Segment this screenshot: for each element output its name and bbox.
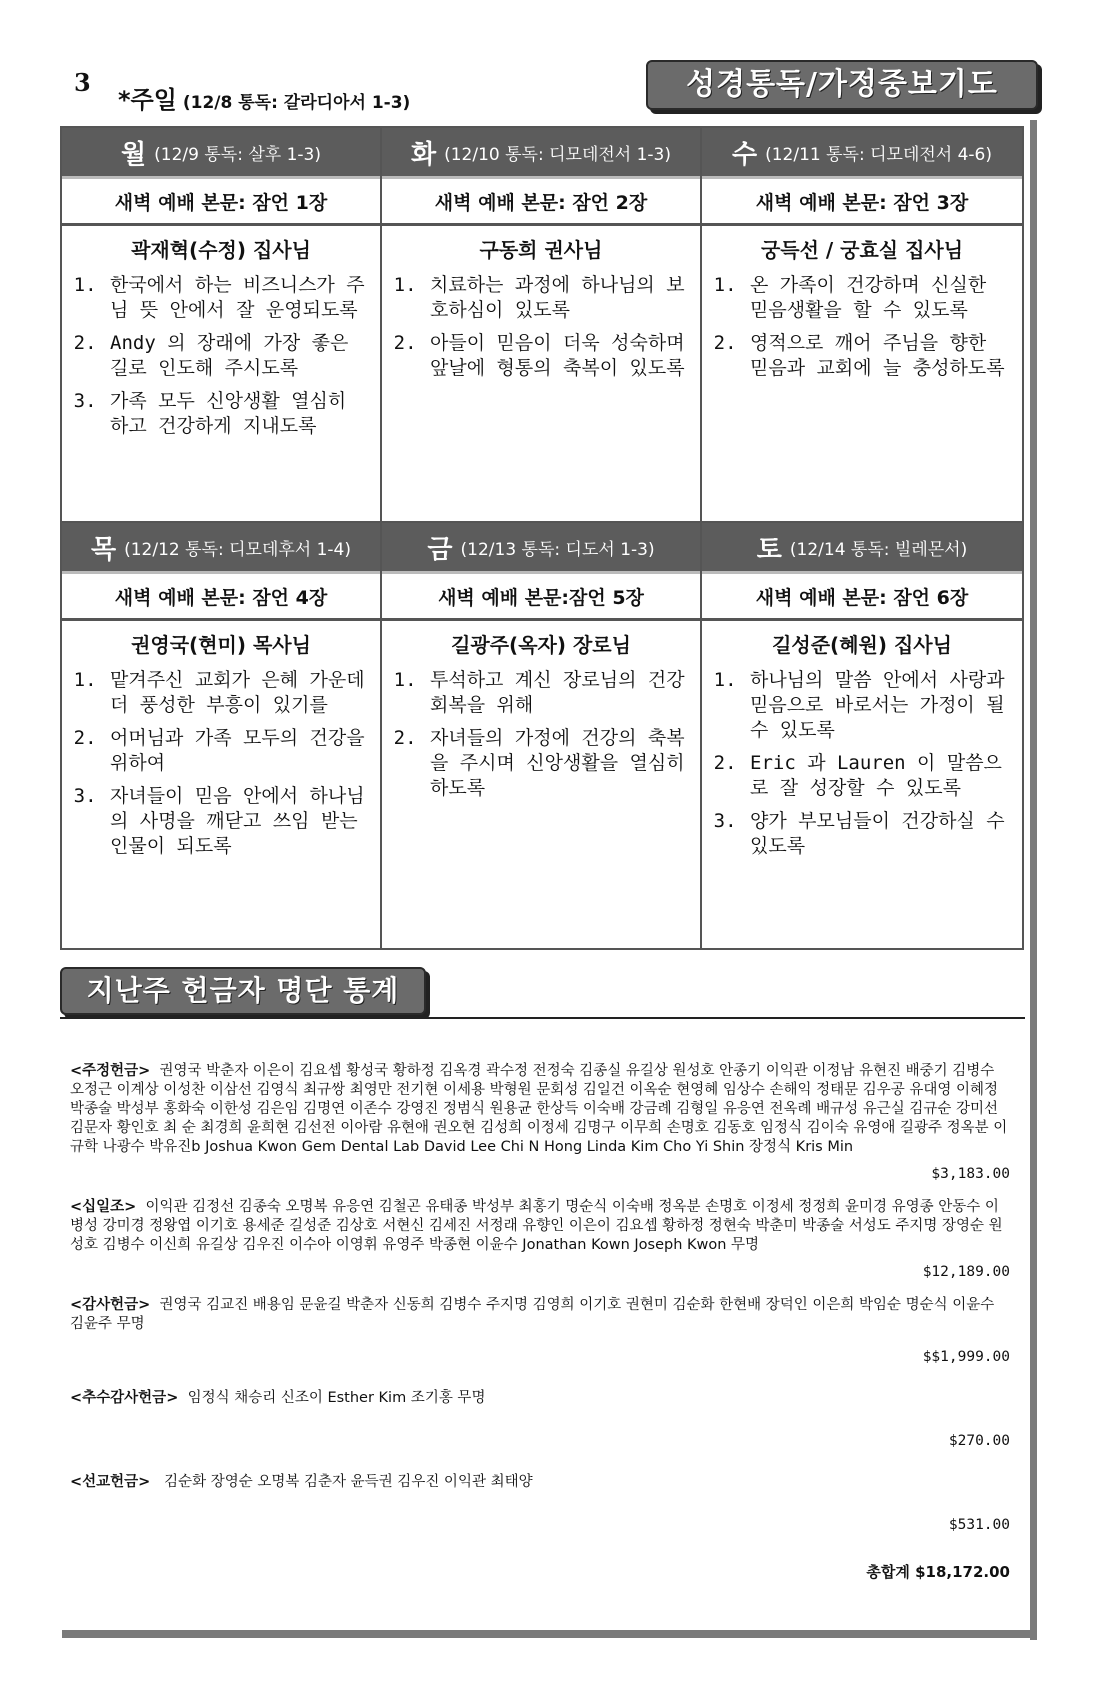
prayer-item: 1. 맡겨주신 교회가 은혜 가운데 더 풍성한 부흥이 있기를 xyxy=(108,668,368,718)
offering-names: 임정식 채승리 신조이 Esther Kim 조기홍 무명 xyxy=(187,1390,486,1406)
day-name: 목 xyxy=(90,534,117,565)
offering-label: <감사헌금> xyxy=(70,1297,151,1313)
prayer-body xyxy=(382,226,700,528)
offering-amount: $531.00 xyxy=(948,1517,1010,1533)
offering-amount: $270.00 xyxy=(948,1433,1010,1449)
offering-group-harvest xyxy=(70,1389,1010,1451)
prayer-item: 2. 자녀들의 가정에 건강의 축복을 주시며 신앙생활을 열심히 하도록 xyxy=(428,726,688,801)
sunday-reading-text: (12/8 통독: 갈라디아서 1-3) xyxy=(182,93,411,113)
offering-amount: $$1,999.00 xyxy=(922,1349,1010,1365)
dawn-verse: 새벽 예배 본문: 잠언 3장 xyxy=(702,179,1022,226)
offering-amount: $3,183.00 xyxy=(931,1166,1010,1182)
prayer-leader: 구동희 권사님 xyxy=(479,238,603,262)
offering-names: 권영국 박춘자 이은이 김요셉 황성국 황하정 김옥경 곽수정 전정숙 김종실 유길상 원성호 안종기 이익관 이정남 유현진 배중기 김병수 오정근 이계상 이성찬 이삼선 김영식 최규쌍 최영만 전기현 이세용 박형원 문회성 김일건 이옥순 현영혜 임상수 손해익 정태문 김우공 유대영 이혜정 박종술 박성부 홍화숙 이한성 김은임 김명연 이존수 강영진 정범식 원용균 한상득 이숙배 강금례 김형일 유응연 전옥례 배규성 유근실 김규순 강미선 김문자 황인호 최 순 최경희 윤희현 김선전 이아람 유현애 권오현 김성희 이정세 김명구 이무희 손명호 김동호 임정식 김이숙 유영애 길광주 정옥분 이규학 나광수 박유진b Joshua Kwon Gem Dental Lab David Lee Chi N Hong Linda Kim Cho Yi Shin 장정식 Kris Min xyxy=(70,1063,1008,1155)
day-reading: (12/9 통독: 살후 1-3) xyxy=(154,144,321,165)
offering-group-thanks xyxy=(70,1296,1010,1367)
offering-list xyxy=(70,1062,1010,1582)
prayer-list xyxy=(74,273,368,439)
offering-total: 총합계 $18,172.00 xyxy=(866,1563,1010,1581)
prayer-item: 3. 가족 모두 신앙생활 열심히 하고 건강하게 지내도록 xyxy=(108,389,368,439)
prayer-leader: 곽재혁(수정) 집사님 xyxy=(131,238,311,262)
prayer-list xyxy=(394,273,688,381)
day-header xyxy=(702,523,1022,574)
day-reading: (12/11 통독: 디모데전서 4-6) xyxy=(765,144,993,165)
day-header xyxy=(62,523,380,574)
day-name: 월 xyxy=(121,139,147,170)
prayer-item: 3. 자녀들이 믿음 안에서 하나님의 사명을 깨닫고 쓰임 받는 인물이 되도록 xyxy=(108,784,368,859)
day-cell-mon xyxy=(62,128,382,528)
offering-label: <선교헌금> xyxy=(70,1474,151,1490)
prayer-item: 1. 투석하고 계신 장로님의 건강 회복을 위해 xyxy=(428,668,688,718)
day-header xyxy=(382,128,700,179)
prayer-leader: 권영국(현미) 목사님 xyxy=(131,633,311,657)
dawn-verse: 새벽 예배 본문: 잠언 6장 xyxy=(702,574,1022,621)
dawn-verse: 새벽 예배 본문:잠언 5장 xyxy=(382,574,700,621)
offering-names: 권영국 김교진 배용임 문윤길 박춘자 신동희 김병수 주지명 김영희 이기호 권현미 김순화 한현배 장덕인 이은희 박임순 명순식 이윤수 김윤주 무명 xyxy=(70,1297,995,1332)
prayer-item: 1. 온 가족이 건강하며 신실한 믿음생활을 할 수 있도록 xyxy=(748,273,1010,323)
sunday-reading xyxy=(118,80,410,115)
prayer-item: 2. Eric 과 Lauren 이 말씀으로 잘 성장할 수 있도록 xyxy=(748,751,1010,801)
prayer-grid-row-2 xyxy=(60,521,1024,950)
day-name: 토 xyxy=(756,534,782,565)
prayer-body xyxy=(62,226,380,528)
section-title: 성경통독/가정중보기도 xyxy=(686,67,998,102)
offering-names: 이익관 김정선 김종숙 오명복 유응연 김철곤 유태종 박성부 최홍기 명순식 이숙배 정옥분 손명호 이정세 정정희 윤미경 유영종 안동수 이병성 강미경 정왕엽 이기호 용세준 길성준 김상호 서현신 김세진 서정래 유향인 이은이 김요셉 황하정 정현숙 박춘미 박종술 서성도 주지명 장영순 원성호 김병수 이신희 유길상 김우진 이수아 이영휘 유영주 박종현 이윤수 Jonathan Kown Joseph Kwon 무명 xyxy=(70,1199,1003,1253)
offering-title-box xyxy=(60,967,426,1015)
day-name: 화 xyxy=(410,139,437,170)
day-name: 금 xyxy=(427,534,453,565)
day-header xyxy=(382,523,700,574)
offering-group-tithe xyxy=(70,1198,1010,1282)
prayer-item: 1. 한국에서 하는 비즈니스가 주님 뜻 안에서 잘 운영되도록 xyxy=(108,273,368,323)
day-reading: (12/12 통독: 디모데후서 1-4) xyxy=(124,539,352,560)
sunday-day: *주일 xyxy=(118,86,177,114)
prayer-grid-row-1 xyxy=(60,126,1024,530)
dawn-verse: 새벽 예배 본문: 잠언 4장 xyxy=(62,574,380,621)
day-reading: (12/13 통독: 디도서 1-3) xyxy=(460,539,655,560)
offering-names: 김순화 장영순 오명복 김춘자 윤득권 김우진 이익관 최태양 xyxy=(164,1474,533,1490)
prayer-body xyxy=(702,226,1022,528)
prayer-item: 2. Andy 의 장래에 가장 좋은 길로 인도해 주시도록 xyxy=(108,331,368,381)
right-border-bar xyxy=(1030,120,1037,1640)
dawn-verse: 새벽 예배 본문: 잠언 2장 xyxy=(382,179,700,226)
offering-label: <십일조> xyxy=(70,1199,137,1215)
offering-group-mission xyxy=(70,1473,1010,1535)
bottom-border-bar xyxy=(62,1630,1037,1638)
prayer-item: 2. 아들이 믿음이 더욱 성숙하며 앞날에 형통의 축복이 있도록 xyxy=(428,331,688,381)
day-name: 수 xyxy=(731,139,758,170)
prayer-list xyxy=(714,273,1010,381)
day-header xyxy=(702,128,1022,179)
prayer-item: 3. 양가 부모님들이 건강하실 수 있도록 xyxy=(748,809,1010,859)
prayer-item: 2. 어머님과 가족 모두의 건강을 위하여 xyxy=(108,726,368,776)
day-cell-tue xyxy=(382,128,702,528)
day-cell-sat xyxy=(702,523,1022,948)
day-reading: (12/10 통독: 디모데전서 1-3) xyxy=(444,144,672,165)
prayer-body xyxy=(702,621,1022,948)
page-number: 3 xyxy=(74,68,91,97)
prayer-body xyxy=(382,621,700,948)
day-cell-fri xyxy=(382,523,702,948)
offering-title: 지난주 헌금자 명단 통계 xyxy=(86,974,400,1007)
offering-divider xyxy=(60,1017,1025,1019)
offering-label: <주정헌금> xyxy=(70,1063,151,1079)
section-title-box xyxy=(646,60,1038,110)
prayer-list xyxy=(74,668,368,859)
day-cell-thu xyxy=(62,523,382,948)
prayer-item: 1. 하나님의 말씀 안에서 사랑과 믿음으로 바로서는 가정이 될 수 있도록 xyxy=(748,668,1010,743)
day-header xyxy=(62,128,380,179)
dawn-verse: 새벽 예배 본문: 잠언 1장 xyxy=(62,179,380,226)
prayer-list xyxy=(394,668,688,801)
offering-label: <추수감사헌금> xyxy=(70,1390,179,1406)
prayer-body xyxy=(62,621,380,948)
prayer-item: 2. 영적으로 깨어 주님을 향한 믿음과 교회에 늘 충성하도록 xyxy=(748,331,1010,381)
day-reading: (12/14 통독: 빌레몬서) xyxy=(789,539,968,560)
offering-group-regular xyxy=(70,1062,1010,1184)
prayer-leader: 길성준(혜원) 집사님 xyxy=(772,633,952,657)
prayer-leader: 궁득선 / 궁효실 집사님 xyxy=(760,238,964,262)
offering-amount: $12,189.00 xyxy=(922,1264,1010,1280)
day-cell-wed xyxy=(702,128,1022,528)
prayer-list xyxy=(714,668,1010,859)
prayer-item: 1. 치료하는 과정에 하나님의 보호하심이 있도록 xyxy=(428,273,688,323)
prayer-leader: 길광주(옥자) 장로님 xyxy=(451,633,631,657)
